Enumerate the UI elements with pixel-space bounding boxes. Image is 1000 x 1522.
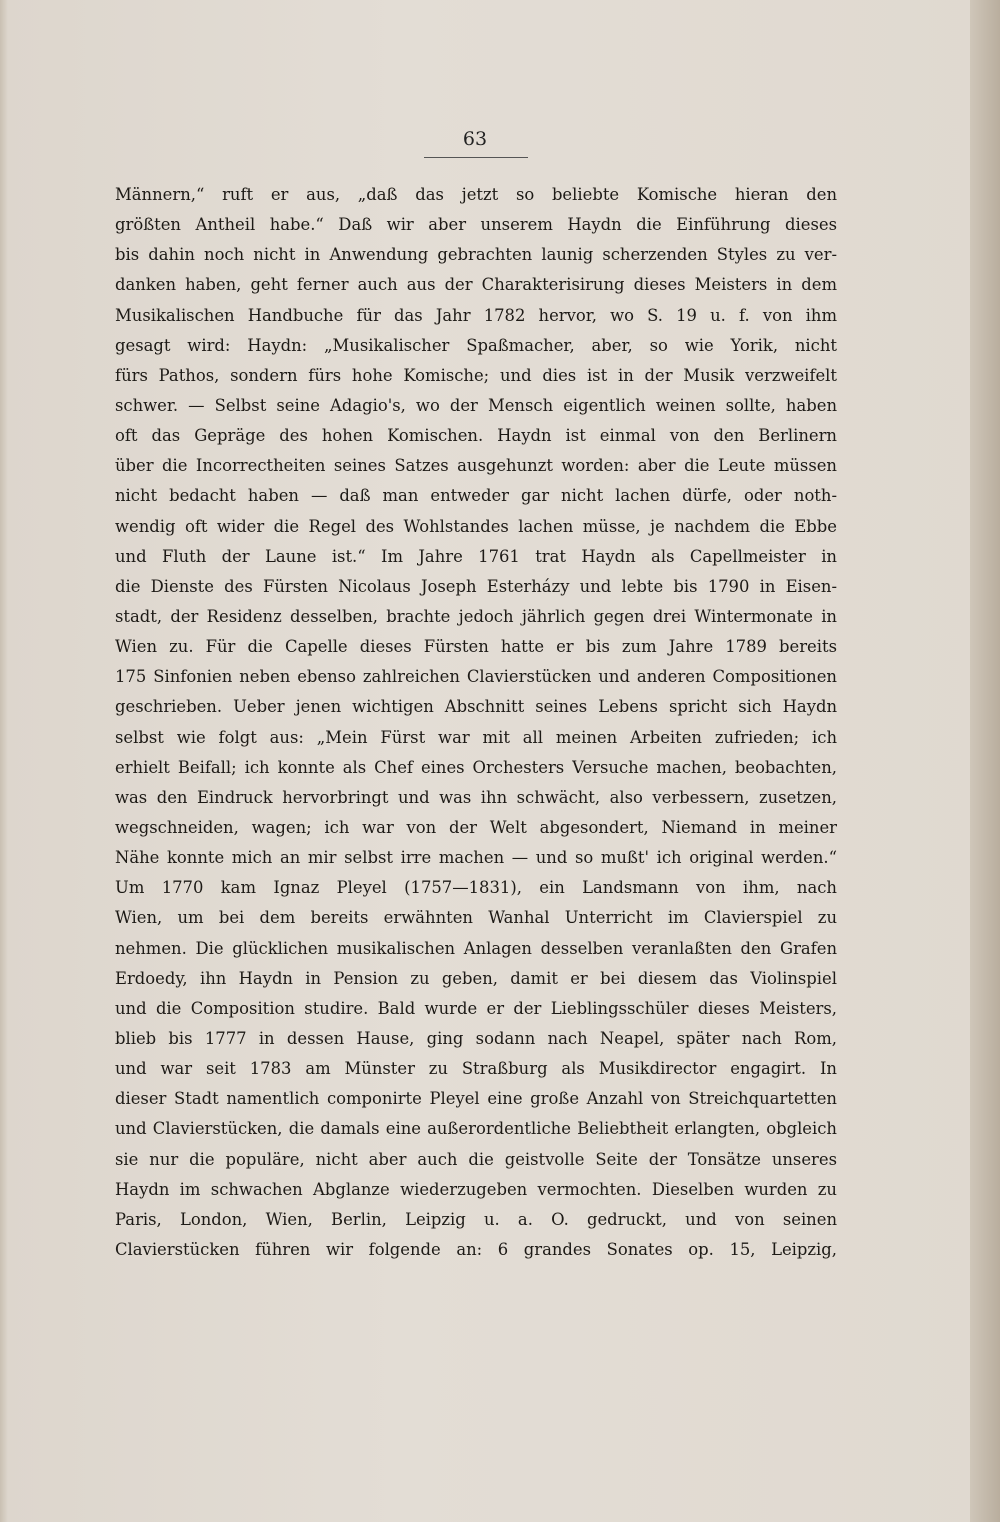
text-line: stadt, der Residenz desselben, brachte jedoch jährlich gegen drei Wintermonate in: [115, 606, 837, 626]
text-line: 175 Sinfonien neben ebenso zahlreichen Clavierstücken und anderen Compositionen: [115, 667, 837, 687]
text-line: Paris, London, Wien, Berlin, Leipzig u. a. O. gedruckt, und von seinen: [115, 1209, 837, 1229]
text-line: Wien, um bei dem bereits erwähnten Wanhal Unterricht im Clavierspiel zu: [115, 908, 837, 928]
page-edge: [970, 0, 1000, 1522]
text-line: oft das Gepräge des hohen Komischen. Haydn ist einmal von den Berlinern: [115, 426, 837, 446]
text-line: Um 1770 kam Ignaz Pleyel (1757—1831), ein Landsmann von ihm, nach: [115, 878, 837, 898]
text-line: und Fluth der Laune ist.“ Im Jahre 1761 trat Haydn als Capellmeister in: [115, 546, 837, 566]
text-line: die Dienste des Fürsten Nicolaus Joseph Esterházy und lebte bis 1790 in Eisen-: [115, 576, 837, 596]
text-line: bis dahin noch nicht in Anwendung gebrachten launig scherzenden Styles zu ver-: [115, 245, 837, 265]
text-line: blieb bis 1777 in dessen Hause, ging sodann nach Neapel, später nach Rom,: [115, 1028, 837, 1048]
text-line: wendig oft wider die Regel des Wohlstandes lachen müsse, je nachdem die Ebbe: [115, 516, 837, 536]
text-line: geschrieben. Ueber jenen wichtigen Abschnitt seines Lebens spricht sich Haydn: [115, 697, 837, 717]
text-line: schwer. — Selbst seine Adagio's, wo der Mensch eigentlich weinen sollte, haben: [115, 395, 837, 415]
text-line: und die Composition studire. Bald wurde er der Lieblingsschüler dieses Meisters,: [115, 998, 837, 1018]
page-gutter: [0, 0, 8, 1522]
text-line: nicht bedacht haben — daß man entweder gar nicht lachen dürfe, oder noth-: [115, 486, 837, 506]
text-line: Musikalischen Handbuche für das Jahr 1782 hervor, wo S. 19 u. f. von ihm: [115, 305, 837, 325]
text-line: was den Eindruck hervorbringt und was ihn schwächt, also verbessern, zusetzen,: [115, 787, 837, 807]
text-line: über die Incorrectheiten seines Satzes ausgehunzt worden: aber die Leute müssen: [115, 456, 837, 476]
text-line: Clavierstücken führen wir folgende an: 6 grandes Sonates op. 15, Leipzig,: [115, 1239, 837, 1259]
text-line: Männern,“ ruft er aus, „daß das jetzt so beliebte Komische hieran den: [115, 185, 837, 204]
text-line: und war seit 1783 am Münster zu Straßburg als Musikdirector engagirt. In: [115, 1059, 837, 1079]
text-line: größten Antheil habe.“ Daß wir aber unserem Haydn die Einführung dieses: [115, 215, 837, 235]
text-line: selbst wie folgt aus: „Mein Fürst war mit all meinen Arbeiten zufrieden; ich: [115, 727, 837, 747]
text-line: fürs Pathos, sondern fürs hohe Komische; und dies ist in der Musik verzweifelt: [115, 365, 837, 385]
text-line: Haydn im schwachen Abglanze wiederzugeben vermochten. Dieselben wurden zu: [115, 1179, 837, 1199]
text-line: dieser Stadt namentlich componirte Pleyel eine große Anzahl von Streichquartetten: [115, 1089, 837, 1109]
text-line: und Clavierstücken, die damals eine außerordentliche Beliebtheit erlangten, obgleich: [115, 1119, 837, 1139]
text-line: gesagt wird: Haydn: „Musikalischer Spaßmacher, aber, so wie Yorik, nicht: [115, 335, 837, 355]
text-line: Nähe konnte mich an mir selbst irre machen — und so mußt' ich original werden.“: [115, 848, 837, 868]
text-line: wegschneiden, wagen; ich war von der Welt abgesondert, Niemand in meiner: [115, 817, 837, 837]
text-line: danken haben, geht ferner auch aus der Charakterisirung dieses Meisters in dem: [115, 275, 837, 295]
text-line: Erdoedy, ihn Haydn in Pension zu geben, damit er bei diesem das Violinspiel: [115, 968, 837, 988]
text-line: erhielt Beifall; ich konnte als Chef eines Orchesters Versuche machen, beobachten,: [115, 757, 837, 777]
text-line: nehmen. Die glücklichen musikalischen Anlagen desselben veranlaßten den Grafen: [115, 938, 837, 958]
body-text: [115, 180, 837, 1265]
text-line: Wien zu. Für die Capelle dieses Fürsten hatte er bis zum Jahre 1789 bereits: [115, 637, 837, 657]
header-rule: [424, 157, 528, 158]
text-line: sie nur die populäre, nicht aber auch die geistvolle Seite der Tonsätze unseres: [115, 1149, 837, 1169]
page-number: 63: [462, 128, 488, 150]
